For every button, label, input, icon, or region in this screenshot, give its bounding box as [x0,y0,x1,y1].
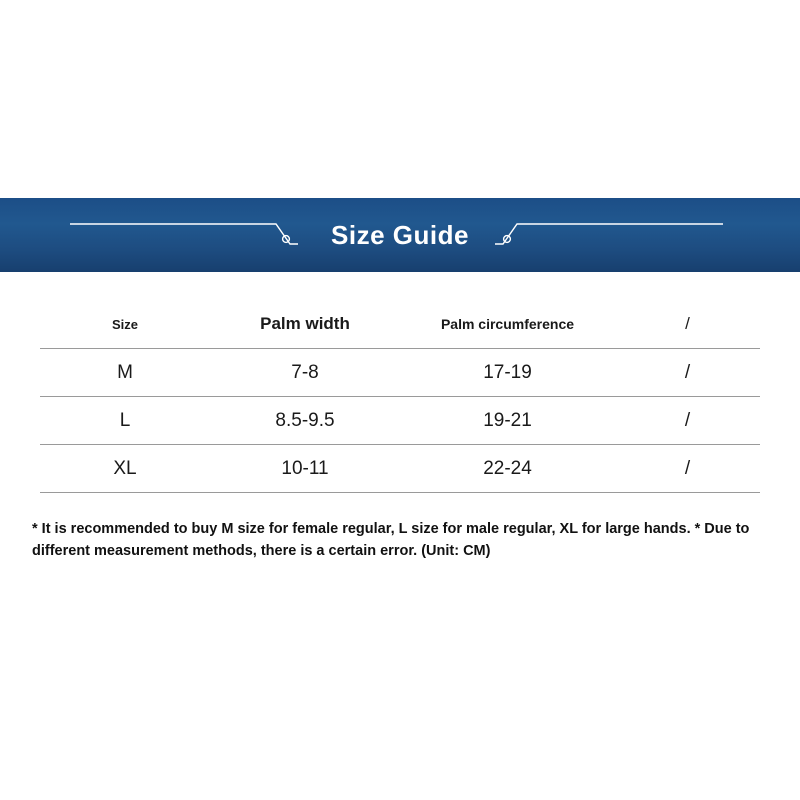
table-row [40,397,760,445]
table-header-row [40,300,760,349]
table-row [40,445,760,493]
cell-palm-width: 10-11 [210,445,400,493]
column-header-size: Size [40,300,210,349]
page-title: Size Guide [331,219,469,250]
column-header-palm-circumference: Palm circumference [400,300,615,349]
column-header-palm-width: Palm width [210,300,400,349]
size-table-container [40,300,760,493]
cell-other: / [615,349,760,397]
cell-palm-circumference: 19-21 [400,397,615,445]
table-body [40,349,760,493]
cell-palm-circumference: 22-24 [400,445,615,493]
cell-size: XL [40,445,210,493]
size-table [40,300,760,493]
cell-other: / [615,445,760,493]
table-header [40,300,760,349]
size-guide-banner [0,198,800,272]
cell-palm-width: 7-8 [210,349,400,397]
footnote-text: * It is recommended to buy M size for female regular, L size for male regular, XL for large hands. * Due to different measurement methods, there is a certain error. (Unit: CM) [32,521,750,560]
table-row [40,349,760,397]
cell-palm-circumference: 17-19 [400,349,615,397]
cell-other: / [615,397,760,445]
cell-palm-width: 8.5-9.5 [210,397,400,445]
column-header-other: / [615,300,760,349]
cell-size: L [40,397,210,445]
cell-size: M [40,349,210,397]
